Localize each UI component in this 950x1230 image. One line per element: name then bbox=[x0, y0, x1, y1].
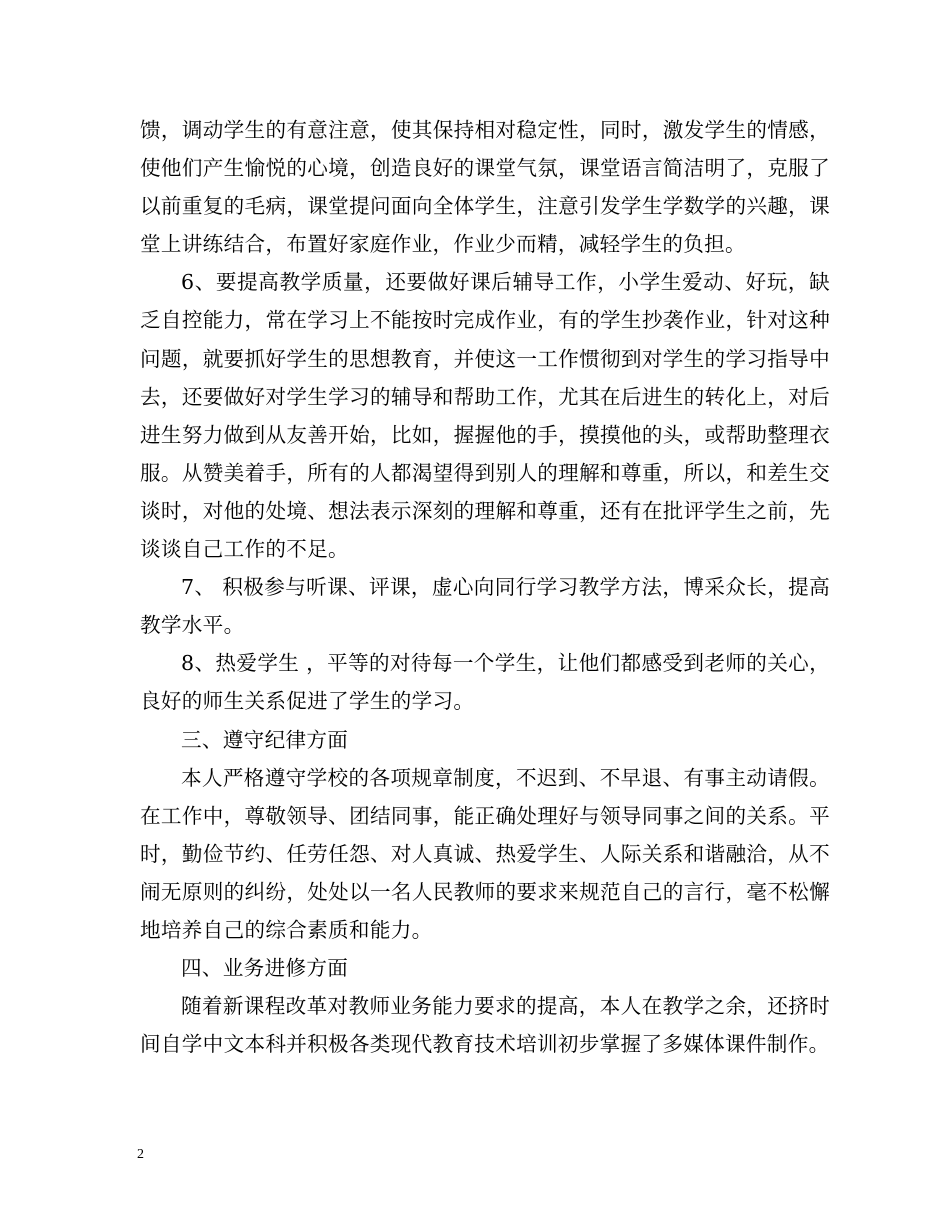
paragraph-item-7: 7、 积极参与听课、评课，虚心向同行学习教学方法，博采众长，提高教学水平。 bbox=[140, 575, 830, 638]
section-heading-discipline: 三、遵守纪律方面 bbox=[181, 727, 349, 752]
paragraph-discipline: 本人严格遵守学校的各项规章制度，不迟到、不早退、有事主动请假。在工作中，尊敬领导、团结同事，能正确处理好与领导同事之间的关系。平时，勤俭节约、任劳任怨、对人真诚、热爱学生、人际关系和谐融洽，从不闹无原则的纠纷，处处以一名人民教师的要求来规范自己的言行，毫不松懈地培养自己的综合素质和能力。 bbox=[140, 765, 830, 942]
section-heading-professional-development: 四、业务进修方面 bbox=[181, 956, 349, 981]
body-text bbox=[140, 111, 830, 1063]
paragraph-item-8: 8、热爱学生 ，平等的对待每一个学生，让他们都感受到老师的关心，良好的师生关系促进了学生的学习。 bbox=[140, 651, 830, 714]
paragraph-item-6: 6、要提高教学质量，还要做好课后辅导工作，小学生爱动、好玩，缺乏自控能力，常在学习上不能按时完成作业，有的学生抄袭作业，针对这种问题，就要抓好学生的思想教育，并使这一工作惯彻到对学生的学习指导中去，还要做好对学生学习的辅导和帮助工作，尤其在后进生的转化上，对后进生努力做到从友善开始，比如，握握他的手，摸摸他的头，或帮助整理衣服。从赞美着手，所有的人都渴望得到别人的理解和尊重，所以，和差生交谈时，对他的处境、想法表示深刻的理解和尊重，还有在批评学生之前，先谈谈自己工作的不足。 bbox=[140, 270, 830, 562]
paragraph-continuation: 馈，调动学生的有意注意，使其保持相对稳定性，同时，激发学生的情感，使他们产生愉悦的心境，创造良好的课堂气氛，课堂语言简洁明了，克服了以前重复的毛病，课堂提问面向全体学生，注意引发学生学数学的兴趣，课堂上讲练结合，布置好家庭作业，作业少而精，减轻学生的负担。 bbox=[140, 118, 830, 257]
page-number: 2 bbox=[137, 1147, 144, 1162]
paragraph-professional-development: 随着新课程改革对教师业务能力要求的提高，本人在教学之余，还挤时间自学中文本科并积极各类现代教育技术培训初步掌握了多媒体课件制作。 bbox=[140, 994, 830, 1057]
